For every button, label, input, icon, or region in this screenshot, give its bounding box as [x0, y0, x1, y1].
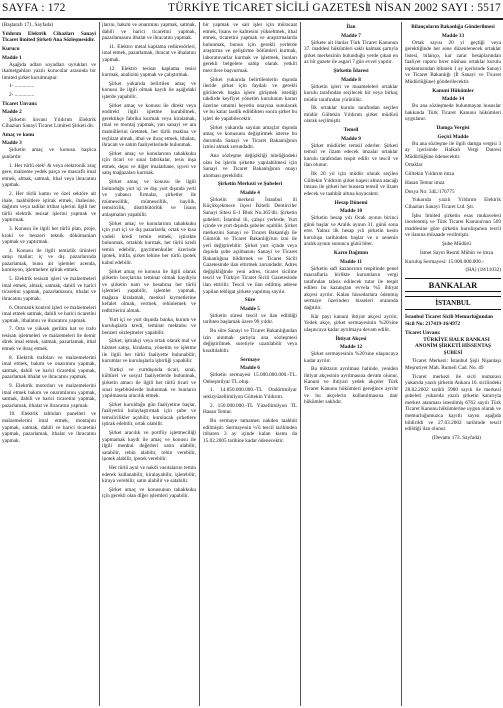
paragraph: 10. Elektrik tabloları panelleri ve malzemelerini imal etmek, montajını yapmak, satmak, dahili ve harici ticaretini yapmak, pazarlamak, ithalat ve ihracatını yapmak. — [2, 411, 96, 444]
paragraph: Ticaret Merkezi: İstanbul Şişli Nişantaşı Meşrutiyet Mah. Rumeli Cad. No. 49 — [405, 358, 501, 371]
section-heading: Karın Dağıtımı — [333, 250, 369, 257]
section-heading: Kanuni Hükümler — [432, 87, 474, 94]
paragraph: 8. Elektrik trafoları ve malzemelerini imal etmek, bakım ve onarımını yapmak, satmak, dahili ve harici ticaretini yapmak, pazarlamak ithalat ve ihracatını yapmak. — [2, 354, 96, 381]
paragraph: Yurtiçi ve yurtdışında ticari, sınai, kültürel ve sosyal faaliyetlerde bulunmak, şirketin amacı ile ilgili her türlü ticari ve sınai teşebbüslerde bulunmak ve bunların yapılmasına aracılık etmek. — [102, 366, 196, 400]
paragraph: Şirket aracılık ve portföy işletmeciliği yapmamak kaydı ile amaç ve konusu ile ilgili menkul değerleri satın alabilir, satabilir, rehin alabilir, rehin verebilir, ipotek alabilir, ipotek verebilir. — [102, 430, 196, 463]
official-title: Şube Müdürü — [442, 241, 471, 248]
section-heading: Temsil — [343, 127, 359, 134]
paragraph: Şirketin sermayesi 15.000.000.000.-TL. Onbeşmilyar TL.olup. — [203, 372, 297, 385]
section-heading: Amaç ve konu — [2, 131, 35, 138]
article-number: Madde 4 — [240, 189, 260, 196]
file-number: Dosya No: 34L/176775 — [405, 188, 455, 195]
paragraph: 2. 150.000.000.-TL Yüzellimilyon TL Hasan Temur. — [203, 402, 297, 416]
paragraph: jlarını, bakım ve onarımını yapmak, satmak, dahili ve harici ticaretini yapmak, pazarlamasını ithalat ve ihracatını yapmak. — [102, 22, 196, 42]
company-name: TÜRKİYE HALK BANKASI ANONİM ŞİRKETİ HİSSENTAŞ ŞUBESİ — [414, 336, 492, 356]
article-number: Madde 6 — [240, 365, 260, 372]
paragraph: Şirketin safi kazancının tespitinde genel masraflarla birlikte kurumların vergi tarafından tahsis edilecek tutar ile tespit edilen bu kazançtan evvela %5 ihtiyat akçesi ayrılır. Kalan hissedarlara ödenmiş sermaye üzerinden hisseleri oranında dağıtılır. — [304, 265, 398, 311]
article-number: Madde 10 — [339, 208, 363, 215]
paragraph: Şirket amaç ve konularının tahakkuku için yurt içi ve dış pazarlarda, ortak ve kısa vadeli kredi temin etmek, iştirakte bulunmak, ortaklık kurmak, her türlü kredi temin edebilir, gayrimenkuller üzerinde ipotek, intifa, şirket lehine her türlü ipotek kabul edebilir. — [102, 220, 196, 266]
section-heading: Sermaye — [240, 356, 260, 363]
paragraph: Şirket yukarıda belirtilen amaç ve konusu ile ilgili olmak kaydı ile aşağıdaki işlerde yapabilir. — [102, 80, 196, 101]
continuation-note: (Baştarafı 171. Sayfada) — [2, 22, 54, 28]
section-heading: İlan — [346, 24, 356, 30]
paragraph: 5. Elektrik tesisatı işleri ve malzemeleri imal etmek, almak, satmak, dahili ve harici ticaretini yapmak, pazarlamasını, ithalat ve ihracatını yapmak. — [2, 276, 96, 302]
article-title: Yıldırım Elektrik Cihazları Sanayi Ticaret limited Şirketi Ana Sözleşmesidir. — [2, 30, 96, 44]
paragraph: 9. Elektrik motorları ve malzemelerini imal etmek bakım ve onarımlarını yapmak, satmak, dahili ve harici ticaretini yapmak, pazarlamak, ithalat ve ihracatını yapmak. — [2, 383, 96, 409]
paragraph: 4. Konusu ile ilgili temizlik ürünleri satışı mallar; iç ve dış pazarlarında pazarlamak, bunu ait işlemler acenda, komisyon, işletmelere iştirak etmek. — [2, 247, 96, 274]
official-signature: İsmet Sayın Resmi Mühür ve imza — [419, 249, 494, 256]
registry-number: Sicil No: 217419-16/4972 — [405, 320, 461, 327]
paragraph: Ana sözleşme değişikliği niteliğindeki olan bu işlerin şirkette yapılabilmesi için Sanayi ve Ticaret Bakanlığının onayı alınması gereklidir. — [203, 152, 297, 179]
paragraph: Bu ana sözleşmede bulunmayan hususlar hakkında Türk Ticaret Kanunu hükümleri uygulanır. — [405, 103, 501, 123]
paragraph: 3. Konusu ile ilgili her türlü plan, proje, kroki ve benzeri teknik dökümanları yapmak ve yaptırmak. — [2, 225, 96, 246]
paragraph: Şirket yukarıda belirtilenlerin dışında ileride şirket için faydalı ve gerekli görülecek başka işlere girişmek istediği takdirde keyfiyet yönetim kurulunun kararı üzerine umumi heyetin onayına sunulacak ve bu karar tasdik edildikten sonra şirket bu işleri de yapabilecektir. — [203, 76, 297, 122]
signatory: Hasan Temur imza — [405, 179, 445, 186]
section-heading: Kurucu — [2, 46, 20, 53]
paragraph: Şirket amaç ve konusu ile ilgili bulunduğu yurt içi ve dışı yurt dışında yerli ve yabancı firmalar, şirketler ile mümessillik, mümessillik, bayilik, temsilcilik, distribütörlük ve lisans anlaşmaları yapabilir. — [102, 179, 196, 218]
column-1 — [2, 22, 96, 706]
article-number: Geçici Madde — [437, 133, 469, 140]
paragraph: İlk 20 yıl için müdür olarak seçilen Gültekin Yıldırım şirket kaşesi altına atacağı imzası ile şirketi her hususta temsil ve ilzam edecek ve taahhüt altına koyacaktır. — [304, 171, 398, 197]
paragraph: Bu sermaye tamamen nakden taahhüt edilmiştir. Sermayenin ¼'ü tescil tarihinden itibaren 3 ay içinde kalan kısmı da 15.02.2005 tarihine kadar ödenecektir. — [203, 418, 297, 444]
paragraph: Şirket amaç ve konusunun tahakkuku için gerekli olan diğer işlemleri yapabilir. — [102, 486, 196, 500]
signatories-label: Ortaklar — [405, 162, 423, 169]
page-number: SAYFA : 172 — [2, 2, 66, 14]
column-divider — [199, 22, 200, 706]
paragraph: Şirket amaç ve konusu ile direkt veya endirekt ilgili işletme kurabilmek, gerektikçe fabrika kurmak veya kiralamak, imal ve montaj yapmak, yan sanayi ve ara mamüllerini üretmek, her türlü makina ve teçhizat almak, ithal ve ihraç etmek, ithalatı, ihracatı ve satım faaliyetlerinde bulunmak. — [102, 102, 196, 149]
paragraph: 1. Her türlü elek¹ & veya elektronik araç gere, malzeme yedek parça ve masraflı imal etmek, almak, satmak, ithal veya ihracatını yapmak. — [2, 162, 96, 189]
article-number: Madde 2 — [2, 109, 22, 116]
paragraph: Ortak sayısı 20 yi geçtiği veya gerektiğinde her sene düzenlenecek ortaklar listesi, bilanço, kar zarar hesaplarından faaliyet raporu birer nüshası ortaklar kurulu toplantısından itibaren 1 ay içerisinde Sanayi ve Ticaret Bakanlığı (İl Sanayi ve Ticaret Müdürlüğüne) gönderilecektir. — [405, 39, 501, 85]
section-heading: Ticaret Unvanı: — [405, 329, 441, 336]
article-number: Madde 7 — [341, 32, 361, 39]
paragraph: Yurt içi ve yurt dışında banka, kurum ve kuruluşlarla kredi, teminat mektubu ve benzeri sözleşmeler yapabilir. — [102, 316, 196, 336]
section-heading: Ticaret Unvanı: — [2, 100, 38, 107]
paragraph: 11. Elektro metal kaplama redüresörleri, imal etmek, pazarlamak, ihracat ve ithalatını yapmak. — [102, 43, 196, 63]
article-number: Madde 11 — [339, 258, 363, 265]
signatory: Gültekin Yıldırım imza — [405, 171, 455, 178]
paragraph: 2- ............... — [9, 92, 35, 99]
section-heading: İhtiyat Akçesi — [335, 335, 367, 342]
section-heading: İstanbul Ticaret Sicili Memurluğundan — [405, 313, 493, 320]
page-header — [0, 0, 503, 20]
paragraph: Bu miktarın ayrılması halinde, yeniden ihtiyat akçesinin ayrılmasına devam olunur. Kanuni ve ihtiyari yedek akçeler Türk Ticaret Kanunu hükümleri gereğince ayrılır ve bu akçelerin kullanılmasına dair hükümler saklıdır. — [304, 366, 398, 406]
paragraph: 1. 14.850.000.000.-TL Ondörtmilyar sekizyüzellimilyon Gültekin Yıldırım. — [203, 387, 297, 400]
gazette-title: TÜRKİYE TİCARET SİCİLİ GAZETESİ — [168, 2, 369, 14]
paragraph: Şirket müdürler temsil ederler. Şirketi temsil ve ilzam edecek imzalar ortaklar kurulu tarafından tespit edilir ve tescil ve ilan olunur. — [304, 142, 398, 169]
column-divider — [99, 22, 100, 706]
paragraph: Yukarıda yazılı Yıldırım Elektrik Cihazları Sanayi Ticaret Ltd. Şti. — [405, 197, 501, 210]
paragraph: bir yapmak ve sair işler için müracaat etmek, lisans ve kalitesini yükseltmek, ithal etmek, ticaretini yapmak ve araştırmalarda bulunmak, bunun için gerekli yerlerde araştırma ve geliştirme bölümleri kurmak, laboratuvarlar kurmak ve işletmek, bunları gerekli belgelere sahip olarak yetkili mercilere başvurmak. — [203, 22, 297, 74]
continuation-note: (Devamı 173. Sayfada) — [432, 434, 481, 441]
paragraph: Her türlü ayni ve nakdi vasıtalarını temin ederek kullanabilir, kiralayabilir, işletebilir, kiraya verebilir, satın alabilir ve satabilir. — [102, 465, 196, 485]
paragraph: Aşağıda adları soyadları uyrukları ve ikametgahları yazılı kurucular arasında bir limited şirket kurulmuştur. — [2, 61, 96, 81]
column-3 — [203, 22, 297, 706]
article-number: Madde 14 — [441, 96, 465, 103]
paragraph: Şirketin hesap yılı Ocak ayının birinci günü başlar ve Aralık ayının 31. günü sona erer. Yalnız ilk hesap yılı şirketin kesin kuruluşu tarihinden başlar ve o senenin aralık ayının sonuncu günü biter. — [304, 215, 398, 248]
article-number: Madde 13 — [441, 32, 465, 39]
paragraph: Şirketin ünvanı Yıldırım Elektrik Cihazları Sanayi Ticaret Limited Şirketi dir. — [2, 116, 96, 130]
paragraph: Şirketin işleri ve muameleleri ortaklar kurulu tarafından seçilecek bir veya birkaç müdür tarafından yürütülür. — [304, 83, 398, 103]
issue-date: 1 NİSAN 2002 SAYI : 5517 — [365, 2, 501, 14]
article-number: Madde 1 — [2, 54, 22, 61]
paragraph: 12. Elektro tesisat kaplama tesisi kurmak, analizini yapmak ve çalıştırmak. — [102, 65, 196, 79]
paragraph: Şirket amaç ve konularının tahakkuku için ticari ve sınai fabrikalar, tesis inşa etmek, depo ve diğer imalathane, işyeri ve satış mağazaları kurmak. — [102, 150, 196, 177]
paragraph: Ticaret merkezi ile sicil numarası yukarıda yazılı şirketin Ankara 16. sicilindeki 28.02.2002 tarihli 5980 sayılı ile merkezi şubeleri yukarıda yazılı şirketin kararıyla merkez atanması istenilmiş 6762 sayılı Türk Ticaret Kanunu hükümlerine uygun olarak ve memurluğumuzca kayıtlı sayısı aşağıda bildirildi ve 27.03.2002 tarihinde tescil edildiği ilan olunur. — [405, 373, 501, 433]
column-divider — [300, 22, 301, 706]
section-heading: Hesap Dönemi — [334, 199, 368, 206]
paragraph: Bu süre Sanayi ve Ticaret Bakanlığından izin alınmak şartıyla ana sözleşmesi değiştirilmek suretiyle uzatılabilir veya kısaltılabilir. — [203, 328, 297, 354]
article-number: Madde 12 — [339, 344, 363, 351]
article-number: Madde 3 — [2, 140, 22, 147]
section-heading: Süre — [244, 297, 256, 304]
capital-line: Kuruluş Sermayesi: 15.000.000.000.- — [405, 258, 484, 265]
paragraph: Şirketin amaç ve konusu başlıca şunlardır. — [2, 147, 96, 160]
article-number: Madde 5 — [240, 305, 260, 312]
paragraph: Şirket sermayesinin %20'sine ulaşıncaya kadar ayrılır. — [304, 351, 398, 364]
paragraph: Bu ana sözleşme ile ilgili damga vergisi 3 ay içerisinde Halkalı Vergi Dairesi Müdürlüğüne ödenecektir. — [405, 140, 501, 160]
paragraph: İşbu limited şirketin esas mukavelesi incelenmiş ve Türk Ticaret Kanunu'nun 509 maddesine göre şirketin kuruluşunun tescil ve ilanına müsaade verilmiştir. — [405, 212, 501, 239]
paragraph: Şirkete ait ilanlar Türk Ticaret Kanunun 37. maddesi hükümleri saklı kalmak şartıyla şirket merkezinin bulunduğu yerde çıkan en az bir gazete ile asgari 7 gün evvel yapılır. — [304, 39, 398, 66]
section-heading: Şirketin İdaresi — [333, 67, 369, 74]
column-divider — [401, 22, 402, 706]
paragraph: Şirket yukarıda sayılan amaçlar dışında amaç ve konusunu değiştirmek isterse bu durumda Sanayi ve Ticaret Bakanlığının iznini almak zorundadır. — [203, 124, 297, 151]
paragraph: Şirket kurulduğu gün faaliyetine başlar, faaliyetini kolaylaştırmak için şube ve temsilcilikler açabilir, kurulacak şirketlere iştirak edebilir, ortak olabilir. — [102, 401, 196, 428]
article-number: Madde 9 — [341, 135, 361, 142]
paragraph: 1- ............... — [9, 83, 35, 90]
paragraph: Şirketin merkezi İstanbul ili Küçükçekmece ilçesi İkitelli Demirciler Sanayi Sitesi E-1 Blok No.365'dir. Şirketin şubeleri; İstanbul ili, çalışır yerlerde, Yurt içinde ve yurt dışında şubeler açabilir. Şirket merkezini Sanayi ve Ticaret Bakanlığı ile Gümrük ve Ticaret Bakanlığı'nın izni ile yeri değiştirebilir. Şirket yurt içinde veya dışında şube açılmasını Sanayi ve Ticaret Bakanlığına bildirmek ve Ticaret Sicili Gazetesinde ilan ettirmek zorundadır. Adres değişikliğinde yeni adres, ticaret siciline tescil ve Türkiye Ticaret Sicili Gazetesinde ilan ettirilir. Tescil ve ilan edilmiş adrese yapılan tebligat şirkete yapılmış sayılır. — [203, 196, 297, 295]
paragraph: 6. Otomatik kontrol işleri ve malzemeleri imal etmek satmak, dahili ve harici ticaretini yapmak, ithalatını ve ihracatını yapmak. — [2, 304, 96, 324]
paragraph: İlk ortaklar kurulu tarafından seçilen müdür Gültekin Yıldırım şirket müdürü olarak seçilmiştir. — [304, 105, 398, 125]
column-5 — [405, 22, 501, 706]
paragraph: 7. Orta ve yüksek gerilim hat ve trafo tesisatı işletmeleri ve malzemeleri ile demir direk imal etmek, satmak, pazarlamak, ithal etmek ve ihraç etmek. — [2, 326, 96, 352]
paragraph: 2. Her türlü kamu ve özel sektöre ait ihale, taahhütlere iştirak etmek, ihalesine, dağıtım veya tadilat irtibat işlerini ilgili her türlü elektrik tesisat işlerini yapmak ve yaptırmak. — [2, 191, 96, 224]
section-heading: Şirketin Merkezi ve Şubeleri — [217, 181, 283, 188]
banks-banner: BANKALAR — [405, 278, 501, 292]
reference-code: (HA) (18/11032) — [465, 267, 501, 274]
paragraph: Şirket, iştirakçi veya ortak olarak mal ve hizmet satışı, kiralama, yönetim ve işletme ile ilgili her türlü faaliyette bulunabilir, kurumlar ve kuruluşlarla işbirliği yapabilir. — [102, 338, 196, 365]
column-4 — [304, 22, 398, 706]
city-banner: İSTANBUL — [405, 296, 501, 310]
paragraph: Şirket amaç ve konusu ile ilgili olarak şirketin borçlarına teminat olmak kaydıyla ve şirketin nam ve hesabına her türlü işlemleri yapabilir, işlemler yapmak, mağaza kiralamak, menkul kıymetlerine kefalet olmak, vermek, rehinlemek ve tedbirlerini almak. — [102, 268, 196, 314]
article-number: Madde 8 — [341, 76, 361, 83]
paragraph: Şirketin süresi tescil ve ilan edildiği tarihten başlamak üzere 99 yıldır. — [203, 312, 297, 326]
section-heading: Damga Vergisi — [436, 125, 470, 132]
paragraph: Kâr payı kanuni ihtiyat akçesi ayrılır. Yedek akçe, şirket sermayesinin %20'sine ulaşıncaya kadar ayrılmaya devam edilir. — [304, 313, 398, 333]
column-2 — [102, 22, 196, 706]
section-heading: Bilançoların Bakanlığa Gönderilmesi — [411, 24, 495, 30]
